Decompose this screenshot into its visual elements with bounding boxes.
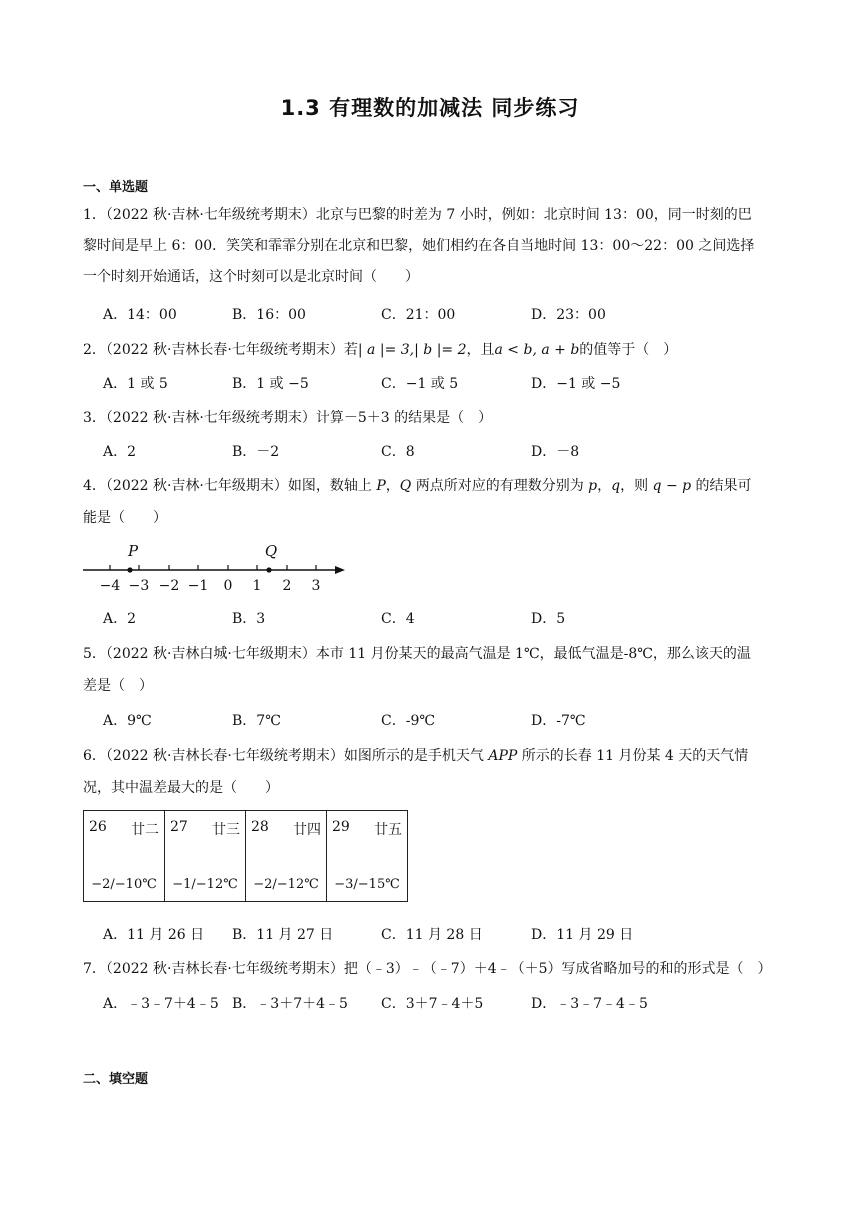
- q5-line-1: 5．（2022 秋·吉林白城·七年级期末）本市 11 月份某天的最高气温是 1℃，最低气温是-8℃，那么该天的温: [83, 646, 751, 662]
- day-number: 27: [170, 819, 188, 835]
- point-p-label: P: [127, 542, 139, 560]
- temperature-range: −2/−12℃: [253, 877, 319, 892]
- option-c: C．3＋7﹣4＋5: [381, 996, 484, 1012]
- option-d: D．－8: [531, 444, 580, 460]
- q6-text-b: 所示的长春 11 月份某 4 天的天气情: [517, 748, 749, 764]
- option-c: C．-9℃: [381, 713, 436, 729]
- option-b: B．11 月 27 日: [232, 927, 334, 943]
- point-q-dot: [266, 567, 271, 572]
- option-d: D．11 月 29 日: [531, 927, 634, 943]
- tick-label: 1: [252, 578, 262, 594]
- temperature-range: −1/−12℃: [172, 877, 238, 892]
- option-a: A．﹣3﹣7＋4﹣5: [103, 996, 219, 1012]
- option-d: D．-7℃: [531, 713, 586, 729]
- q4-var-p: p: [588, 478, 598, 494]
- option-a: A．11 月 26 日: [103, 927, 205, 943]
- q4-comma: ，: [385, 478, 400, 494]
- q7-stem: 7．（2022 秋·吉林长春·七年级统考期末）把（﹣3）﹣（﹣7）＋4﹣（＋5）写成省略加号的和的形式是（ ）: [83, 961, 772, 977]
- q6-line-1: [83, 745, 795, 765]
- q6-text-a: 6．（2022 秋·吉林长春·七年级统考期末）如图所示的是手机天气: [83, 748, 489, 764]
- weather-cell: [84, 811, 165, 902]
- q6-app: APP: [488, 748, 518, 764]
- weather-cell: [246, 811, 327, 902]
- option-b: B．16：00: [232, 307, 306, 323]
- weather-cell: [165, 811, 246, 902]
- option-d: D．5: [531, 611, 566, 627]
- weather-cell: [327, 811, 408, 902]
- weather-table: [83, 810, 408, 902]
- option-c: C．21：00: [381, 307, 456, 323]
- q2-suffix: 的值等于（ ）: [579, 342, 678, 358]
- q4-point-q: Q: [399, 478, 412, 494]
- page-title: 1.3 有理数的加减法 同步练习: [280, 96, 580, 120]
- q1-line-1: 1．（2022 秋·吉林·七年级统考期末）北京与巴黎的时差为 7 小时，例如：北京时间 13：00，同一时刻的巴: [83, 207, 752, 223]
- q5-line-2: 差是（ ）: [83, 678, 153, 694]
- q4-expr: q − p: [652, 478, 692, 494]
- option-d: D．−1 或 −5: [531, 376, 621, 392]
- option-c: C．4: [381, 611, 415, 627]
- q4-point-p: P: [376, 478, 386, 494]
- tick-label: 3: [311, 578, 321, 594]
- lunar-date: 廿五: [374, 822, 402, 838]
- section-heading-fill-blank: 二、填空题: [83, 1072, 149, 1087]
- q3-stem: 3．（2022 秋·吉林·七年级统考期末）计算－5＋3 的结果是（ ）: [83, 410, 493, 426]
- option-c: C．8: [381, 444, 415, 460]
- option-a: A．2: [103, 611, 137, 627]
- q4-line-2: 能是（ ）: [83, 510, 167, 526]
- point-q-label: Q: [264, 542, 278, 560]
- section-heading-single-choice: 一、单选题: [83, 180, 149, 195]
- tick-label: −4: [99, 578, 121, 594]
- option-b: B．－2: [232, 444, 280, 460]
- day-number: 26: [89, 819, 107, 835]
- option-b: B．7℃: [232, 713, 281, 729]
- point-p-dot: [127, 567, 132, 572]
- q4-text-a: 4．（2022 秋·吉林·七年级期末）如图，数轴上: [83, 478, 377, 494]
- temperature-range: −3/−15℃: [334, 877, 400, 892]
- tick-label: −1: [187, 578, 209, 594]
- lunar-date: 廿二: [131, 822, 159, 838]
- option-d: D．23：00: [531, 307, 606, 323]
- option-c: C．−1 或 5: [381, 376, 459, 392]
- q4-var-q: q: [611, 478, 621, 494]
- option-b: B．﹣3＋7＋4﹣5: [232, 996, 348, 1012]
- option-a: A．2: [103, 444, 137, 460]
- option-a: A．9℃: [103, 713, 152, 729]
- number-line-figure: [83, 538, 353, 596]
- number-line-arrow-icon: [335, 566, 345, 574]
- q4-line-1: [83, 475, 795, 495]
- tick-label: 2: [282, 578, 292, 594]
- q6-line-2: 况，其中温差最大的是（ ）: [83, 780, 279, 796]
- q2-math-cond: a < b, a + b: [494, 342, 580, 358]
- tick-label: 0: [223, 578, 233, 594]
- option-a: A．1 或 5: [103, 376, 168, 392]
- q4-text-b: 两点所对应的有理数分别为: [411, 478, 589, 494]
- option-b: B．1 或 −5: [232, 376, 309, 392]
- day-number: 28: [251, 819, 269, 835]
- lunar-date: 廿四: [293, 822, 321, 838]
- option-d: D．﹣3﹣7﹣4﹣5: [531, 996, 648, 1012]
- q2-mid: ，且: [466, 342, 495, 358]
- q4-text-d: 的结果可: [691, 478, 752, 494]
- q4-sep: ，: [597, 478, 612, 494]
- q2-stem: [83, 339, 795, 359]
- tick-label: −3: [128, 578, 150, 594]
- tick-label: −2: [158, 578, 180, 594]
- day-number: 29: [332, 819, 350, 835]
- option-c: C．11 月 28 日: [381, 927, 483, 943]
- q2-prefix: 2．（2022 秋·吉林长春·七年级统考期末）若: [83, 342, 358, 358]
- q2-math-abs: | a |= 3,| b |= 2: [357, 342, 467, 358]
- option-a: A．14：00: [103, 307, 177, 323]
- option-b: B．3: [232, 611, 266, 627]
- temperature-range: −2/−10℃: [91, 877, 157, 892]
- q1-line-3: 一个时刻开始通话，这个时刻可以是北京时间（ ）: [83, 269, 419, 285]
- q4-text-c: ，则: [620, 478, 653, 494]
- lunar-date: 廿三: [212, 822, 240, 838]
- q1-line-2: 黎时间是早上 6：00．笑笑和霏霏分别在北京和巴黎，她们相约在各自当地时间 13：00～22：00 之间选择: [83, 238, 755, 254]
